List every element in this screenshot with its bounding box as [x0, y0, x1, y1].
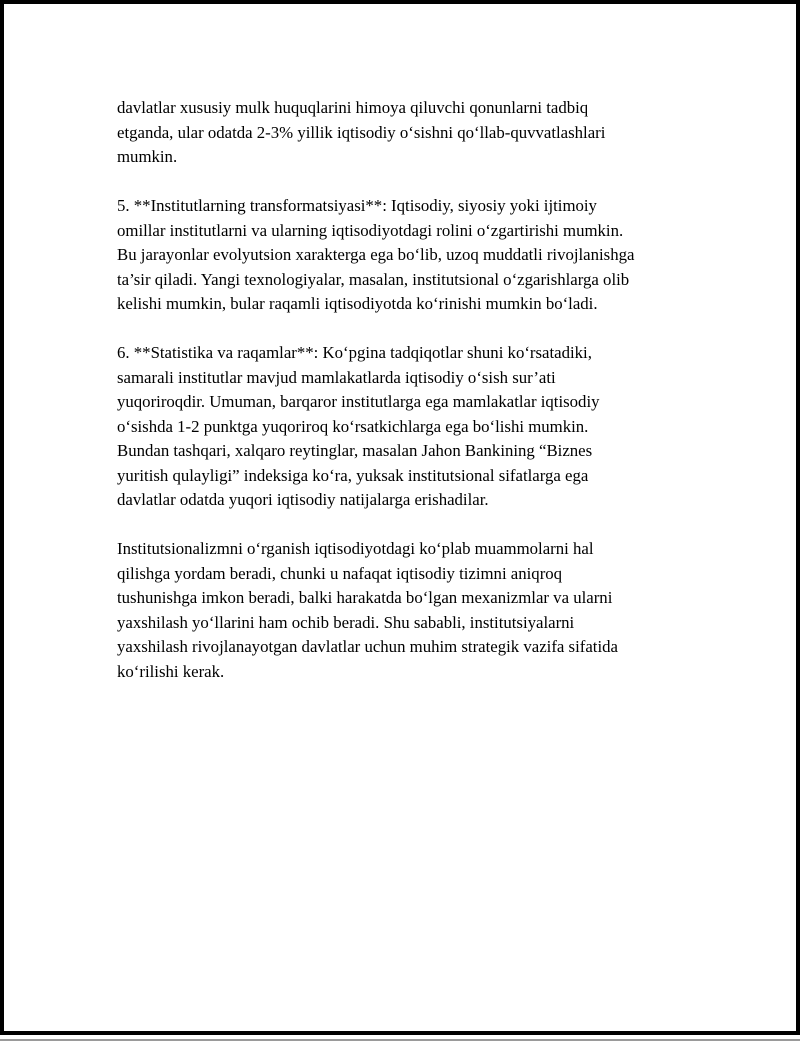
- text-line: mumkin.: [117, 147, 178, 166]
- text-line: davlatlar xususiy mulk huquqlarini himoya qiluvchi qonunlarni tadbiq: [117, 98, 589, 117]
- paragraph-conclusion: [117, 537, 702, 684]
- text-line: ta’sir qiladi. Yangi texnologiyalar, masalan, institutsional o‘zgarishlarga olib: [117, 269, 630, 289]
- text-line: Bu jarayonlar evolyutsion xarakterga ega bo‘lib, uzoq muddatli rivojlanishga: [117, 245, 635, 264]
- text-line: omillar institutlarni va ularning iqtisodiyotdagi rolini o‘zgartirishi mumkin.: [117, 220, 624, 240]
- text-line: 6. **Statistika va raqamlar**: Ko‘pgina tadqiqotlar shuni ko‘rsatadiki,: [117, 343, 592, 362]
- text-line: Institutsionalizmni o‘rganish iqtisodiyotdagi ko‘plab muammolarni hal: [117, 539, 594, 558]
- document-body: [117, 96, 702, 709]
- text-line: ko‘rilishi kerak.: [117, 661, 225, 681]
- text-line: yuqoriroqdir. Umuman, barqaror institutlarga ega mamlakatlar iqtisodiy: [117, 392, 600, 411]
- paragraph-institutional-transformation: [117, 194, 702, 317]
- text-line: samarali institutlar mavjud mamlakatlarda iqtisodiy o‘sish sur’ati: [117, 367, 556, 387]
- paragraph-continuation: [117, 96, 702, 170]
- text-line: o‘sishda 1-2 punktga yuqoriroq ko‘rsatkichlarga ega bo‘lishi mumkin.: [117, 416, 589, 436]
- text-line: kelishi mumkin, bular raqamli iqtisodiyotda ko‘rinishi mumkin bo‘ladi.: [117, 294, 598, 313]
- paragraph-statistics: [117, 341, 702, 513]
- text-line: davlatlar odatda yuqori iqtisodiy natijalarga erishadilar.: [117, 490, 489, 509]
- text-line: 5. **Institutlarning transformatsiyasi**: Iqtisodiy, siyosiy yoki ijtimoiy: [117, 196, 597, 215]
- text-line: qilishga yordam beradi, chunki u nafaqat iqtisodiy tizimni aniqroq: [117, 563, 563, 583]
- text-line: tushunishga imkon beradi, balki harakatda bo‘lgan mexanizmlar va ularni: [117, 588, 613, 607]
- text-line: etganda, ular odatda 2-3% yillik iqtisodiy o‘sishni qo‘llab-quvvatlashlari: [117, 122, 606, 142]
- text-line: yaxshilash yo‘llarini ham ochib beradi. Shu sababli, institutsiyalarni: [117, 612, 575, 632]
- text-line: yaxshilash rivojlanayotgan davlatlar uchun muhim strategik vazifa sifatida: [117, 637, 618, 656]
- text-line: Bundan tashqari, xalqaro reytinglar, masalan Jahon Bankining “Biznes: [117, 441, 593, 460]
- text-line: yuritish qulayligi” indeksiga ko‘ra, yuksak institutsional sifatlarga ega: [117, 465, 589, 485]
